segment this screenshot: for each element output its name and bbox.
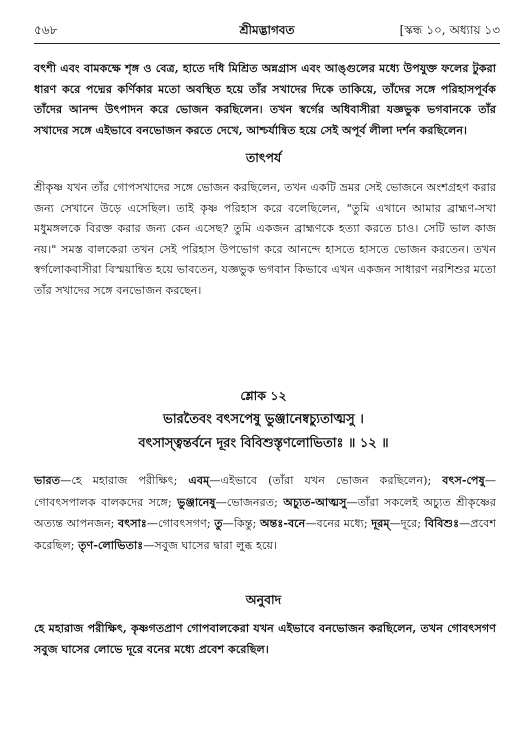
synonym-meaning: —গোবৎসপালক বালকদের সঙ্গে;: [34, 474, 496, 509]
synonym-meaning: —সবুজ ঘাসের দ্বারা লুব্ধ হয়ে।: [143, 538, 278, 552]
synonym-word: ভারত: [34, 473, 61, 487]
book-title: শ্রীমদ্ভাগবত: [239, 23, 295, 37]
synonym-word: অচ্যুত-আত্মসু: [283, 494, 347, 509]
synonym-word: অন্তঃ-বনে: [259, 516, 306, 531]
synonym-word: তৃণ-লোভিতাঃ: [78, 537, 144, 552]
synonym-meaning: —কিন্তু;: [222, 517, 260, 531]
synonym-word: বিবিশুঃ: [424, 516, 460, 531]
chapter-location: [স্কন্ধ ১০, অধ্যায় ১৩: [399, 23, 500, 37]
translation-paragraph: হে মহারাজ পরীক্ষিৎ, কৃষ্ণগতপ্রাণ গোপবালকেরা যখন এইভাবে বনভোজন করছিলেন, তখন গোবৎসগণ সবুজ ঘাসের লোভে দূরে বনের মধ্যে প্রবেশ করেছিল।: [34, 621, 496, 656]
purport-heading: তাৎপর্য: [245, 150, 282, 165]
verse-line-1: ভারতৈবং বৎসপেষু ভুঞ্জানেষ্বচ্যুতাত্মসু ।: [163, 412, 364, 427]
synonym-meaning: —ভোজনরত;: [215, 495, 284, 509]
synonym-meaning: —হে মহারাজ পরীক্ষিৎ;: [60, 474, 189, 487]
verse-heading: শ্লোক ১২: [240, 388, 287, 403]
synonym-meaning: —দূরে;: [389, 517, 425, 531]
purport-paragraph: শ্রীকৃষ্ণ যখন তাঁর গোপসখাদের সঙ্গে ভোজন করছিলেন, তখন একটি ভ্রমর সেই ভোজনে অংশগ্রহণ করার জন্য সেখানে উড়ে এসেছিল। তাই কৃষ্ণ পরিহাস করে বলেছিলেন, "তুমি এখানে আমার ব্রাহ্মণ-সখা মধুমঙ্গলকে বিরক্ত করার জন্য কেন এসেছ? তুমি একজন ব্রাহ্মণকে হত্যা করতে চাও। সেটি ভাল কাজ নয়।" সমস্ত বালকেরা তখন সেই পরিহাস উপভোগ করে আনন্দে হাসতে হাসতে ভোজন করতেন। তখন স্বর্গলোকবাসীরা বিস্ময়ান্বিত হয়ে ভাবতেন, যজ্ঞভুক ভগবান কিভাবে এখন একজন সাধারণ নরশিশুর মতো তাঁর সখাদের সঙ্গে বনভোজন করছেন।: [34, 181, 496, 297]
main-text-paragraph: বৎশী এবং বামকক্ষে শৃঙ্গ ও বেত্র, হাতে দধি মিশ্রিত অন্নগ্রাস এবং আঙ্গুলের মধ্যে উপযুক্ত ফলের টুকরা ধারণ করে পদ্মের কর্ণিকার মতো অবস্থিত হয়ে তাঁর সখাদের দিকে তাকিয়ে, তাঁদের সঙ্গে পরিহাসপূর্বক তাঁদের আনন্দ উৎপাদন করে ভোজন করছিলেন। তখন স্বর্গের অধিবাসীরা যজ্ঞভুক ভগবানকে তাঁর সখাদের সঙ্গে এইভাবে বনভোজন করতে দেখে, আশ্চর্যান্বিত হয়ে সেই অপূর্ব লীলা দর্শন করছিলেন।: [34, 61, 496, 137]
verse-line-2: বৎসাস্ত্বন্তর্বনে দূরং বিবিশুস্তৃণলোভিতাঃ ॥ ১২ ॥: [138, 436, 389, 451]
page-number: ৫৬৮: [34, 23, 58, 37]
synonym-meaning: —প্রবেশ করেছিল;: [34, 517, 496, 552]
header-rule: [34, 43, 500, 44]
synonym-meaning: —তাঁরা সকলেই অচ্যুত শ্রীকৃষ্ণের অত্যন্ত আপনজন;: [34, 495, 496, 531]
synonym-meaning: —এইভাবে (তাঁরা যখন ভোজন করছিলেন);: [209, 474, 443, 487]
synonym-word: বৎসাঃ: [118, 516, 147, 531]
synonym-word: তু: [214, 516, 223, 531]
synonym-word: ভুঞ্জানেষু: [177, 494, 216, 509]
synonym-meaning: —বনের মধ্যে;: [305, 517, 372, 531]
synonyms-paragraph: [34, 470, 496, 556]
page-header: [34, 22, 500, 42]
synonym-word: বৎস-পেষু: [442, 473, 485, 487]
synonym-word: এবম্: [188, 473, 210, 487]
synonym-word: দূরম্: [371, 516, 390, 531]
synonym-meaning: —গোবৎসগণ;: [146, 517, 215, 531]
translation-heading: অনুবাদ: [245, 592, 282, 607]
